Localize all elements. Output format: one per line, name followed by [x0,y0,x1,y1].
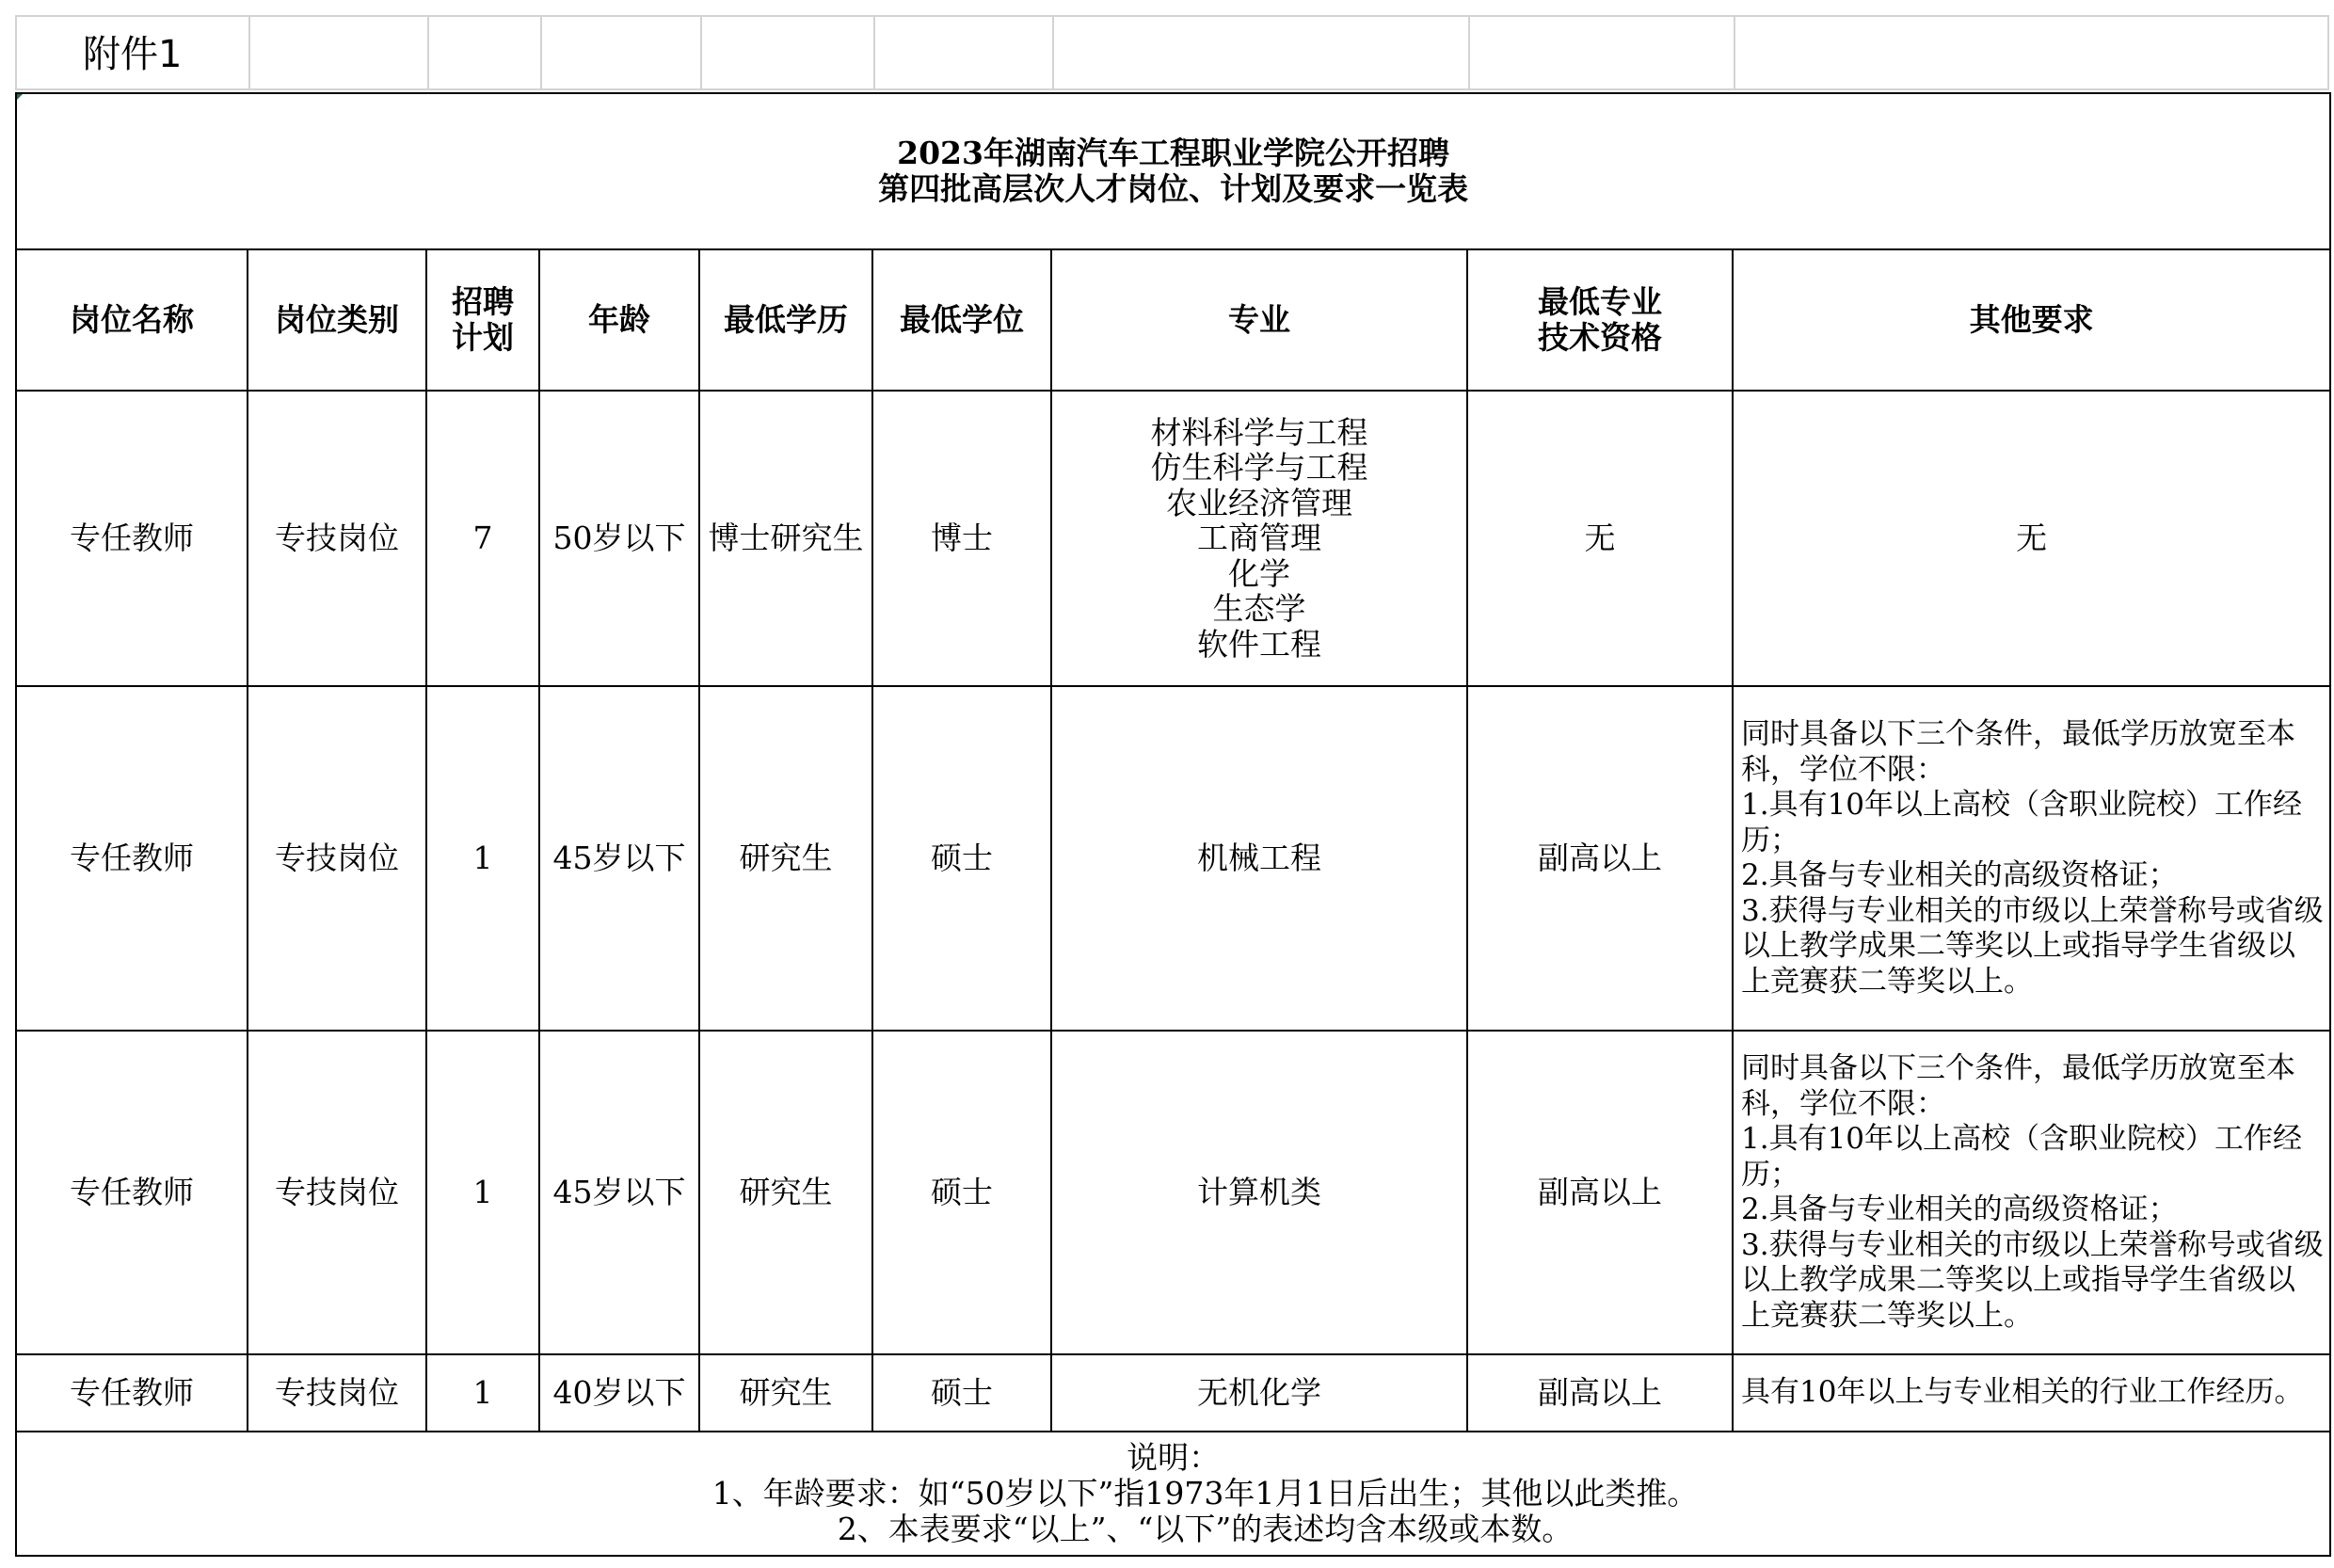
title-line-2: 第四批高层次人才岗位、计划及要求一览表 [878,170,1469,207]
header-qual-line1: 最低专业 [1538,283,1662,320]
cell-post-type: 专技岗位 [248,391,426,686]
header-post-name: 岗位名称 [16,249,248,391]
other-requirements-text: 同时具备以下三个条件，最低学历放宽至本科，学位不限： 1.具有10年以上高校（含职业院校）工作经历； 2.具备与专业相关的高级资格证； 3.获得与专业相关的市级以上荣誉称号或省级以上教学成果二等奖以上或指导学生省级以上竞赛获二等奖以上。 [1741,1051,2324,1333]
header-plan-line2: 计划 [452,319,514,356]
cell-plan: 1 [426,1354,539,1432]
major-item: 软件工程 [1197,625,1321,663]
cell-qualification: 副高以上 [1467,1354,1733,1432]
header-plan [426,249,539,391]
header-row [16,249,2330,391]
table-title [16,93,2330,249]
cell-edu: 研究生 [699,1031,872,1354]
header-other: 其他要求 [1733,249,2330,391]
cell-qualification: 副高以上 [1467,1031,1733,1354]
cell-post-type: 专技岗位 [248,1354,426,1432]
header-edu: 最低学历 [699,249,872,391]
note-item: 2、本表要求“以上”、“以下”的表述均含本级或本数。 [837,1511,1574,1547]
cell-degree: 硕士 [872,686,1051,1031]
major-item: 化学 [1228,554,1290,592]
title-line-1: 2023年湖南汽车工程职业学院公开招聘 [897,135,1449,171]
header-qualification [1467,249,1733,391]
cell-major: 机械工程 [1051,686,1467,1031]
header-degree: 最低学位 [872,249,1051,391]
other-requirements-text: 具有10年以上与专业相关的行业工作经历。 [1741,1375,2304,1410]
cell-major [1051,391,1467,686]
cell-age: 40岁以下 [539,1354,699,1432]
attachment-label: 附件1 [83,33,183,76]
cell-other [1733,1354,2330,1432]
cell-age: 50岁以下 [539,391,699,686]
cell-degree: 博士 [872,391,1051,686]
cell-post-type: 专技岗位 [248,686,426,1031]
note-item: 1、年龄要求：如“50岁以下”指1973年1月1日后出生；其他以此类推。 [711,1475,1699,1512]
attachment-row [15,15,2329,90]
title-row [16,93,2330,249]
header-post-type: 岗位类别 [248,249,426,391]
cell-other [1733,1031,2330,1354]
notes-row [16,1432,2330,1556]
cell-qualification: 副高以上 [1467,686,1733,1031]
cell-major: 无机化学 [1051,1354,1467,1432]
other-requirements-text: 同时具备以下三个条件，最低学历放宽至本科，学位不限： 1.具有10年以上高校（含职业院校）工作经历； 2.具备与专业相关的高级资格证； 3.获得与专业相关的市级以上荣誉称号或省级以上教学成果二等奖以上或指导学生省级以上竞赛获二等奖以上。 [1741,717,2324,999]
cell-other [1733,686,2330,1031]
major-item: 仿生科学与工程 [1150,449,1368,487]
cell-post-name: 专任教师 [16,391,248,686]
major-item: 工商管理 [1197,520,1321,557]
header-age: 年龄 [539,249,699,391]
cell-post-type: 专技岗位 [248,1031,426,1354]
notes-heading: 说明： [1127,1439,1221,1476]
major-item: 材料科学与工程 [1150,413,1368,451]
cell-post-name: 专任教师 [16,1031,248,1354]
cell-edu: 博士研究生 [699,391,872,686]
cell-age: 45岁以下 [539,1031,699,1354]
cell-post-name: 专任教师 [16,686,248,1031]
cell-plan: 1 [426,686,539,1031]
table-row [16,391,2330,686]
cell-age: 45岁以下 [539,686,699,1031]
cell-plan: 1 [426,1031,539,1354]
cell-qualification: 无 [1467,391,1733,686]
table-row [16,1031,2330,1354]
cell-degree: 硕士 [872,1031,1051,1354]
table-row [16,686,2330,1031]
cell-degree: 硕士 [872,1354,1051,1432]
notes-cell [16,1432,2330,1556]
major-item: 生态学 [1212,590,1306,628]
cell-plan: 7 [426,391,539,686]
major-item: 农业经济管理 [1166,484,1352,521]
table-row [16,1354,2330,1432]
cell-edu: 研究生 [699,1354,872,1432]
header-major: 专业 [1051,249,1467,391]
cell-edu: 研究生 [699,686,872,1031]
header-plan-line1: 招聘 [452,283,514,320]
recruitment-table [15,92,2331,1557]
cell-post-name: 专任教师 [16,1354,248,1432]
cell-other: 无 [1733,391,2330,686]
header-qual-line2: 技术资格 [1538,319,1662,356]
cell-major: 计算机类 [1051,1031,1467,1354]
